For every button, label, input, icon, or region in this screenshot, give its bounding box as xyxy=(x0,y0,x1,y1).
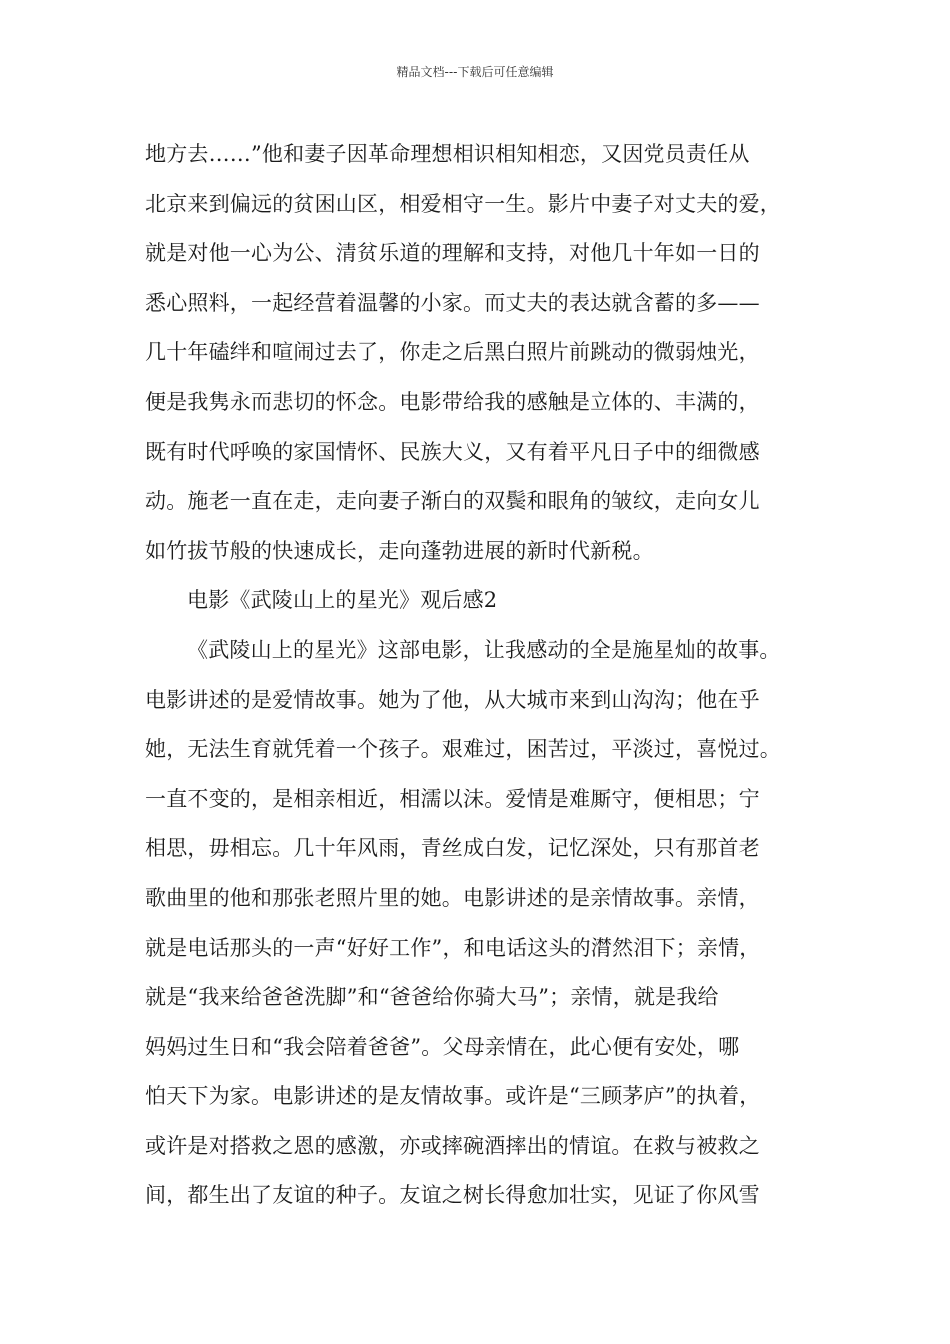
text-line: 地方去……”他和妻子因革命理想相识相知相恋，又因党员责任从 xyxy=(145,142,750,166)
text-line: 《武陵山上的星光》这部电影，让我感动的全是施星灿的故事。 xyxy=(187,637,781,662)
text-line: 歌曲里的他和那张老照片里的她。电影讲述的是亲情故事。亲情， xyxy=(145,885,760,910)
text-line: 就是对他一心为公、清贫乐道的理解和支持，对他几十年如一日的 xyxy=(145,241,760,266)
text-line: 几十年磕绊和喧闹过去了，你走之后黑白照片前跳动的微弱烛光， xyxy=(145,340,760,365)
text-line: 相思，毋相忘。几十年风雨，青丝成白发，记忆深处，只有那首老 xyxy=(145,836,760,861)
text-line: 电影《武陵山上的星光》观后感2 xyxy=(187,588,498,613)
text-line: 就是电话那头的一声“好好工作”，和电话这头的潸然泪下；亲情， xyxy=(145,935,761,960)
text-line: 或许是对搭救之恩的感激，亦或摔碗酒摔出的情谊。在救与被救之 xyxy=(145,1133,760,1158)
text-line: 既有时代呼唤的家国情怀、民族大义，又有着平凡日子中的细微感 xyxy=(145,439,760,464)
text-line: 北京来到偏远的贫困山区，相爱相守一生。影片中妻子对丈夫的爱， xyxy=(145,191,781,216)
text-line: 电影讲述的是爱情故事。她为了他，从大城市来到山沟沟；他在乎 xyxy=(145,687,760,712)
text-line: 悉心照料，一起经营着温馨的小家。而丈夫的表达就含蓄的多—— xyxy=(145,290,760,315)
text-line: 怕天下为家。电影讲述的是友情故事。或许是“三顾茅庐”的执着， xyxy=(145,1084,761,1109)
text-line: 间，都生出了友谊的种子。友谊之树长得愈加壮实，见证了你风雪 xyxy=(145,1183,760,1208)
text-line: 便是我隽永而悲切的怀念。电影带给我的感触是立体的、丰满的， xyxy=(145,389,760,414)
body-text xyxy=(145,130,825,1221)
page-header: 精品文档---下载后可任意编辑 xyxy=(396,65,554,79)
text-line: 动。施老一直在走，走向妻子渐白的双鬓和眼角的皱纹，走向女儿 xyxy=(145,489,760,514)
text-line: 就是“我来给爸爸洗脚”和“爸爸给你骑大马”；亲情，就是我给 xyxy=(145,985,719,1010)
text-line: 如竹拔节般的快速成长，走向蓬勃进展的新时代新税。 xyxy=(145,538,654,563)
text-line: 妈妈过生日和“我会陪着爸爸”。父母亲情在，此心便有安处，哪 xyxy=(145,1034,740,1059)
text-line: 一直不变的，是相亲相近，相濡以沫。爱情是难厮守，便相思；宁 xyxy=(145,786,760,811)
text-line: 她，无法生育就凭着一个孩子。艰难过，困苦过，平淡过，喜悦过。 xyxy=(145,737,781,762)
